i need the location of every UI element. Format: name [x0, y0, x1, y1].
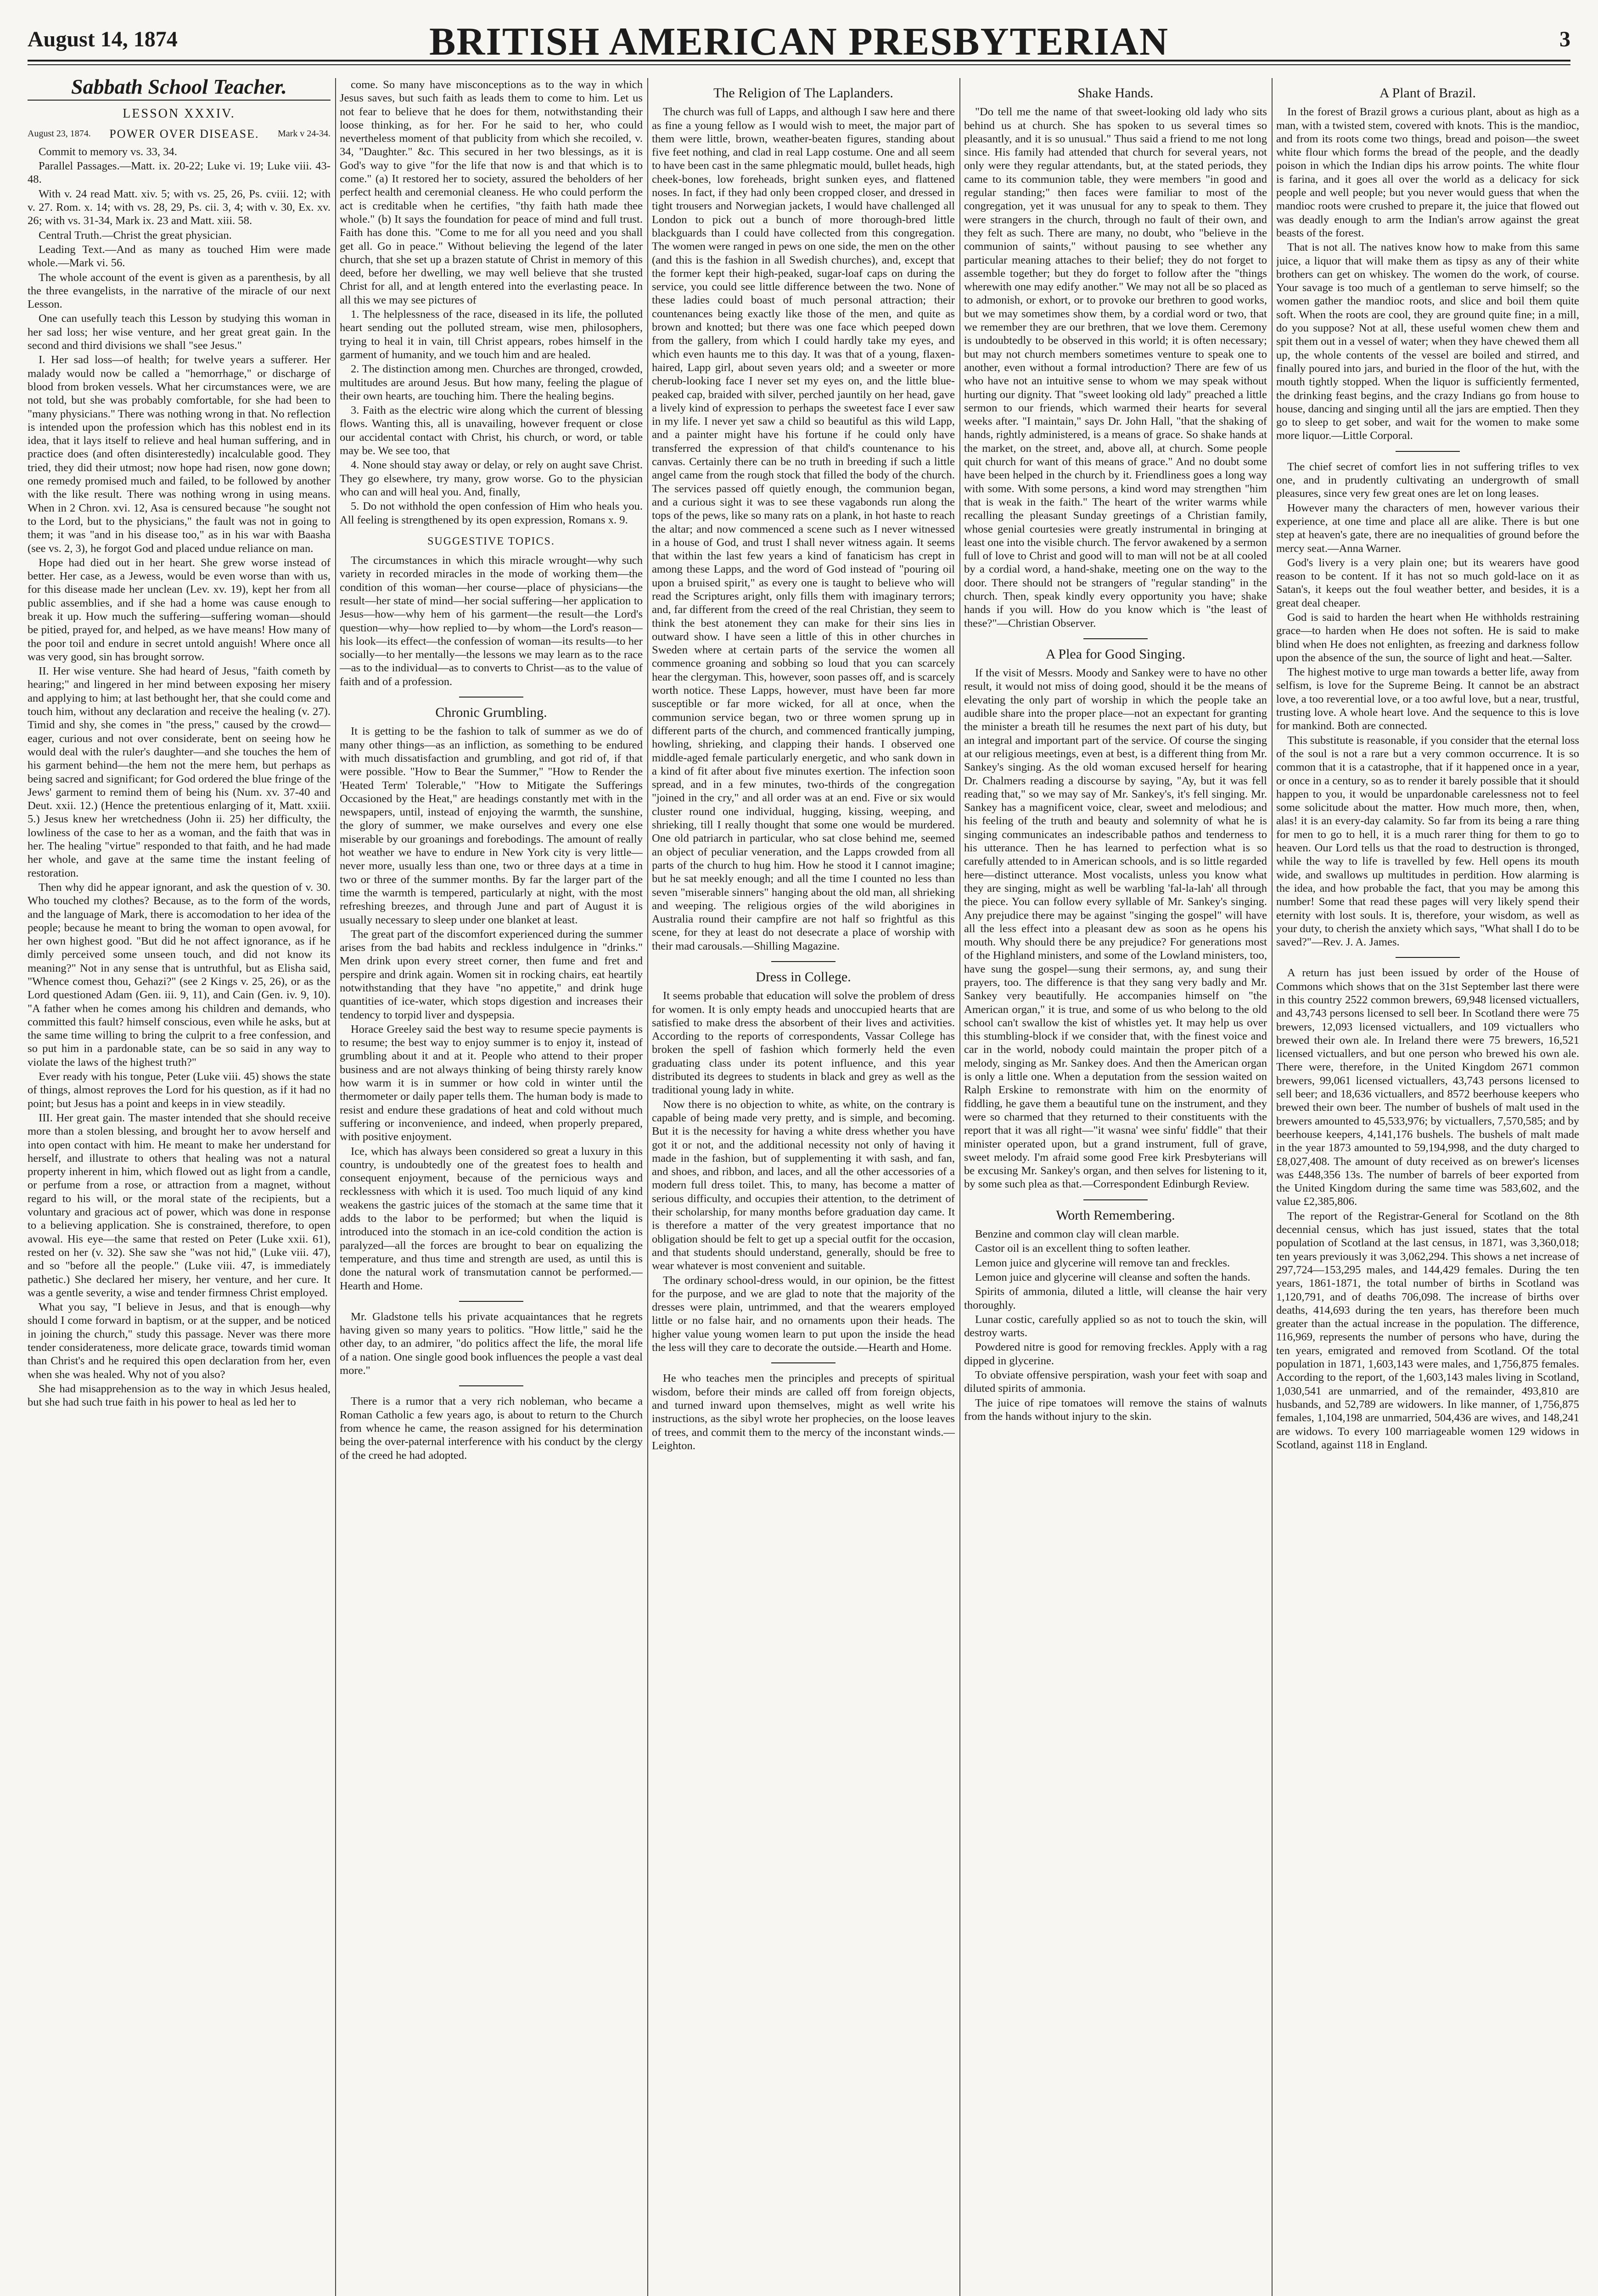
paragraph: Horace Greeley said the best way to resume specie payments is to resume; the best way to enjoy summer is to enjoy it, instead of grumbling about it and at it. People who attend to their proper business and are not always thinking of being thirsty rarely know how warm it is in summer or how cold in winter until the thermometer or daily paper tells them. The human body is made to resist and endure these gradations of heat and cold without much suffering or inconvenience, and indeed, when properly prepared, with positive enjoyment.: [340, 1023, 643, 1143]
paragraph: Now there is no objection to white, as white, on the contrary is capable of being made very pretty, and is simple, and becoming. But it is the necessity for having a white dress whether you have got it or not, and the additional necessity not only of having it made in the fashion, but of supplementing it with sash, and fan, and shoes, and ribbon, and laces, and all the other accessories of a modern full dress toilet. This, to many, has become a matter of serious difficulty, and occupies their attention, to the detriment of their scholarship, for many months before graduation day came. It is therefore a matter of the very greatest importance that no obligation should be felt to get up a special outfit for the occasion, and that students should understand, generally, should be free to wear whatever is most convenient and suitable.: [652, 1098, 955, 1272]
newspaper-title: BRITISH AMERICAN PRESBYTERIAN: [429, 19, 1169, 63]
paragraph: Benzine and common clay will clean marble.: [975, 1228, 1179, 1241]
rule: [771, 1362, 835, 1363]
rule: [1396, 957, 1460, 958]
paragraph: Ever ready with his tongue, Peter (Luke viii. 45) shows the state of things, almost reproves the Lord for his question, as if it had no point; but Jesus has a point and keeps in in view steadily.: [28, 1070, 331, 1110]
paragraph: 5. Do not withhold the open confession of Him who heals you. All feeling is strengthened by its open expression, Romans x. 9.: [340, 500, 643, 526]
paragraph: Mr. Gladstone tells his private acquaintances that he regrets having given so many years to politics. "How little," said he the other day, to an admirer, "do politics affect the life, the moral life of a nation. One single good book influences the people a vast deal more.": [340, 1310, 643, 1377]
paragraph: However many the characters of men, however various their experience, at one time and place all are alike. There is but one step at heaven's gate, there are no inequalities of ground before the mercy seat.—Anna Warner.: [1276, 501, 1579, 555]
column-4: [964, 78, 1267, 2296]
paragraph: Powdered nitre is good for removing freckles. Apply with a rag dipped in glycerine.: [964, 1341, 1267, 1367]
paragraph: One can usefully teach this Lesson by studying this woman in her sad loss; her wise venture, and her great great gain. In the second and third divisions we shall "see Jesus.": [28, 312, 331, 352]
paragraph: The church was full of Lapps, and although I saw here and there as fine a young fellow as I would wish to meet, the major part of them were little, brown, weather-beaten figures, standing about five feet nothing, and clad in real Lapp costume. One and all seem to have been cast in the same phlegmatic mould, bullet heads, high cheek-bones, low foreheads, bright sunken eyes, and flattened noses. In fact, if they had only been cropped closer, and dressed in tight trousers and Norwegian jackets, I would have challenged all London to pick out a bunch of more thorough-bred little blackguards than I could have collected from this congregation. The women were ranged in pews on one side, the men on the other (and this is the fashion in all Swedish churches), and, except that the former kept their high-peaked, sugar-loaf caps on during the service, you could see little difference between the two. None of these ladies could boast of much personal attraction; their countenances being exactly like those of the men, and quite as brown and knotted; but there was one face which peeped down from the gallery, from which I could hardly take my eyes, and which even haunts me to this day. It was that of a young, flaxen-haired, Lapp girl, about seven years old; and a sweeter or more cherub-looking face I never set my eyes on, and the little blue-peaked cap, braided with silver, perched jauntily on her head, gave a lively kind of expression to perhaps the sweetest face I ever saw in my life. I never yet saw a child so beautiful as this wild Lapp, and a painter might have his fortune if he could only have transferred the expression of that child's countenance to his canvas. Certainly there can be no truth in breeding if such a little angel came from the rough stock that filled the body of the church. The services passed off quietly enough, the communion began, and a curious sight it was to see these vagabonds run along the tops of the pews, like so many rats on a plank, in hot haste to reach the altar; and now commenced a scene such as I never witnessed in a house of God, and trust I shall never witness again. It seems that within the last few years a kind of fanaticism has crept in among these Lapps, and the word of God instead of "pouring oil upon a bruised spirit," as every one is taught to believe who will read the Scriptures aright, only fills them with imaginary terrors; and, far different from the creed of the real Christian, they seem to think the best atonement they can make for their sins lies in outward show. I have seen a little of this in other churches in Sweden where at certain parts of the service the women all commence groaning and sobbing so loud that you can scarcely hear the clergyman. This, however, soon passes off, and is scarcely worth notice. These Lapps, however, must have been far more susceptible or far more wicked, for all at once, when the communion service began, two or three women sprung up in different parts of the church, and commenced frantically jumping, howling, shrieking, and clapping their hands. I observed one middle-aged female particularly energetic, and who sank down in a kind of fit after about five minutes exertion. The infection soon spread, and in a few minutes, two-thirds of the congregation "joined in the cry," and all order was at an end. Five or six would cluster round one individual, hugging, kissing, weeping, and shrieking, till I really thought that some one would be murdered. One old patriarch in particular, who sat close behind me, seemed an object of peculiar veneration, and the Lapps crowded from all parts of the church to hug him. How he stood it I cannot imagine; but he sat meekly enough; and all the time I counted no less than seven "miserable sinners" hanging about the old man, all shrieking and weeping. The religious orgies of the wild aborigines in Australia round their campfire are not half so frightful as this scene, for they at least do not desecrate a place of worship with their mad carousals.—Shilling Magazine.: [652, 106, 955, 952]
paragraph: 3. Faith as the electric wire along which the current of blessing flows. Wanting this, all is unavailing, however frequent or close our accidental contact with Christ, his church, or word, or table may be. We see too, that: [340, 404, 643, 457]
paragraph: Parallel Passages.—Matt. ix. 20-22; Luke vi. 19; Luke viii. 43-48.: [28, 160, 331, 186]
rule: [1083, 638, 1148, 639]
article-title: Shake Hands.: [1077, 85, 1154, 101]
lesson-header: [28, 127, 331, 141]
paragraph: The ordinary school-dress would, in our opinion, be the fittest for the purpose, and we are glad to note that the majority of the dresses were plain, untrimmed, and that the wearers employed little or no false hair, and no ornaments upon their heads. The higher value young women learn to put upon the inside the head the less will they care to decorate the outside.—Hearth and Home.: [652, 1274, 955, 1354]
paragraph: Lunar costic, carefully applied so as not to touch the skin, will destroy warts.: [964, 1313, 1267, 1339]
paragraph: It seems probable that education will solve the problem of dress for women. It is only empty heads and unoccupied hearts that are satisfied to make dress the absorbent of their lives and activities. According to the reports of correspondents, Vassar College has broken the spell of fashion which formerly held the even graduating class under its potent influence, and this year distributed its degrees to students in black and grey as well as the traditional young lady in white.: [652, 990, 955, 1097]
article-title: A Plant of Brazil.: [1379, 85, 1476, 101]
issue-date: August 14, 1874: [28, 27, 178, 51]
paragraph: The chief secret of comfort lies in not suffering trifles to vex one, and in prudently cultivating an undergrowth of small pleasures, since very few great ones are let on long leases.: [1276, 460, 1579, 500]
column-1: [28, 78, 331, 2296]
rule: [459, 697, 523, 698]
paragraph: What you say, "I believe in Jesus, and that is enough—why should I come forward in baptism, or at the supper, and be noticed in joining the church," study this passage. Never was there more tender considerateness, more delicate grace, towards timid woman than Christ's and he required this open declaration from her, even when she was healed. Why not of you also?: [28, 1301, 331, 1381]
rule: [459, 1385, 523, 1386]
paragraph: It is getting to be the fashion to talk of summer as we do of many other things—as an infliction, as something to be endured with much dissatisfaction and grumbling, and got rid of, if that were possible. "How to Bear the Summer," "How to Render the 'Heated Term' Tolerable," "How to Mitigate the Sufferings Occasioned by the Heat," are headings constantly met with in the newspapers, until, instead of enjoying the warmth, the sunshine, the glory of summer, we make ourselves and every one else miserable by our groanings and forebodings. The amount of really hot weather we have to endure in New York city is very little—never more, usually less than one, two or three days at a time in two or three of the summer months. By far the larger part of the time the warmth is tempered, particularly at night, with the most refreshing breezes, and through June and part of August it is usually necessary to sleep under one blanket at least.: [340, 725, 643, 926]
article-title: Worth Remembering.: [1056, 1207, 1175, 1223]
paragraph: Leading Text.—And as many as touched Him were made whole.—Mark vi. 56.: [28, 243, 331, 270]
paragraph: The great part of the discomfort experienced during the summer arises from the bad habits and reckless indulgence in "drinks." Men drink upon every street corner, then fume and fret and perspire and drink again. Women sit in rocking chairs, eat heartily notwithstanding that they have "no appetite," and drink huge quantities of ice-water, which stops digestion and increases their tendency to torpid liver and dyspepsia.: [340, 928, 643, 1021]
paragraph: Central Truth.—Christ the great physician.: [39, 229, 232, 242]
paragraph: A return has just been issued by order of the House of Commons which shows that on the 31st September last there were in this country 2522 common brewers, 69,948 licensed victuallers, and 43,743 persons licensed to sell beer. In Scotland there were 75 brewers, 12,093 licensed victuallers, and 109 victuallers who brewed their own ale. In Ireland there were 75 brewers, 16,521 licensed victuallers, and but one person who brewed his own ale. There were, therefore, in the United Kingdom 2671 common brewers, 99,061 licensed victuallers, 43,743 persons licensed to sell beer; and 18,636 victuallers, and 8572 beerhouse keepers who brewed their own beer. The number of bushels of malt used in the brewers amounted to 45,533,976; by victuallers, 7,570,585; and by beerhouse keepers, 4,141,176 bushels. The bushels of malt made in the year 1873 amounted to 59,194,998, and the duty charged to £8,027,408. The amount of duty received as on brewer's licenses was £448,356 13s. The number of barrels of beer exported from the United Kingdom during the same time was 583,602, and the value £2,385,806.: [1276, 967, 1579, 1208]
paragraph: Ice, which has always been considered so great a luxury in this country, is undoubtedly one of the greatest foes to health and consequent enjoyment, because of the pernicious ways and recklessness with which it is used. Too much liquid of any kind weakens the gastric juices of the stomach at the same time that it adds to the labor to be performed; but when the liquid is introduced into the stomach in an ice-cold condition the action is paralyzed—all the forces are brought to bear on equalizing the temperature, and thus time and strength are used, as until this is done the natural work of transmutation cannot be performed.—Hearth and Home.: [340, 1145, 643, 1292]
column-divider: [335, 78, 336, 2296]
paragraph: Lemon juice and glycerine will cleanse and soften the hands.: [975, 1271, 1250, 1283]
paragraph: The circumstances in which this miracle wrought—why such variety in recorded miracles in the mode of working them—the condition of this woman—her course—place of physicians—the result—her state of mind—her social suffering—her application to Jesus—how—why hem of his garment—the result—the Lord's question—why—how replied to—by whom—the Lord's reason—his look—its effect—the confession of woman—its results—to her socially—to her mentally—the lessons we may learn as to the race—as to the individual—as to converts to Christ—as to the value of faith and of a profession.: [340, 554, 643, 688]
paragraph: If the visit of Messrs. Moody and Sankey were to have no other result, it would not miss of doing good, should it be the means of elevating the only part of worship in which the people take an audible share into the proper place—not an expectant for granting the minister a breath till he resumes the next part of his duty, but an integral and important part of the service. Of course the singing at our religious meetings, even at best, is a different thing from Mr. Sankey's singing. As the old woman excused herself for hearing Dr. Chalmers reading a discourse by saying, "Ay, but it was fell reading that," so we may say of Mr. Sankey's, it's fell singing. Mr. Sankey has a magnificent voice, clear, sweet and melodious; and his feeling of the truth and beauty and solemnity of what he is singing communicates an indescribable pathos and tenderness to his utterance. Then he has learned to perfection what is so carefully attended to in American schools, and is so little regarded here—distinct utterance. Most vocalists, unless you know what they are singing, might as well be warbling 'fal-la-lah' all through the piece. You can follow every syllable of Mr. Sankey's singing. Any prejudice there may be against "singing the gospel" will have all the less effect into a pleasant dew as soon as he opens his mouth. Why should there be any prejudice? For generations most of the Highland ministers, and some of the Lowland ministers, too, have sung the gospel—sung their sermons, ay, and sung their prayers, too. The difference is that they sang very badly and Mr. Sankey very beautifully. He accompanies himself on "the American organ," it is true, and some of us who belong to the old school can't swallow the kist of whistles yet. It may help us over this stumbling-block if we consider that, with the finest voice and car in the world, nobody could maintain the proper pitch of a melody, singing as Mr. Sankey does. And then the American organ is only a little one. When a deputation from the session waited on Ralph Erskine to remonstrate with him on the enormity of fiddling, he gave them a beautiful tune on the instrument, and they were so charmed that they returned to their constituents with the report that it was all right—"it wasna' wee sinfu' fiddle" that their minister operated upon, but a grand instrument, full of grave, sweet melody. I'm afraid some good Free kirk Presbyterians will be excusing Mr. Sankey's organ, and then selves for listening to it, by some such plea as that.—Correspondent Edinburgh Review.: [964, 667, 1267, 1191]
lesson-title: LESSON XXXIV.: [28, 100, 331, 120]
paragraph: God is said to harden the heart when He withholds restraining grace—to harden when He does not soften. He is said to make blind when He does not enlighten, as freezing and darkness follow upon the absence of the sun, the source of light and heat.—Salter.: [1276, 611, 1579, 664]
paragraph: Lemon juice and glycerine will remove tan and freckles.: [975, 1256, 1230, 1269]
column-2: [340, 78, 643, 2296]
paragraph: Then why did he appear ignorant, and ask the question of v. 30. Who touched my clothes? Because, as to the form of the words, and the language of Mark, there is accomodation to her idea of the people; because he meant to bring the woman to open avowal, for her own highest good. "But did he not affect ignorance, as if he dimly perceived some unseen touch, and did not know its meaning?" Not in any sense that is untruthful, but as Elisha said, "Whence comest thou, Gehazi?" (see 2 Kings v. 25, 26), or as the Lord questioned Adam (Gen. iii. 9, 11), and Cain (Gen. iv. 9, 10). "A father when he comes among his children and demands, who committed this fault? himself conscious, even while he asks, but at the same time willing to bring the culprit to a free confession, and so put him in a pardonable state, can be so said in any way to violate the laws of the highest truth?": [28, 881, 331, 1069]
paragraph: Hope had died out in her heart. She grew worse instead of better. Her case, as a Jewess, would be even worse than with us, for this disease made her unclean (Lev. xv. 19), kept her from all public assemblies, and if she had a home was cause enough to break it up. How much the suffering—suffering woman—should be pitied, prayed for, and helped, as we have means! How many of the poor toil and endure in secret untold anguish! Where once all was very good, sin has brought sorrow.: [28, 556, 331, 663]
paragraph: 2. The distinction among men. Churches are thronged, crowded, multitudes are around Jesus. But how many, feeling the plague of their own hearts, are touching him. There the healing begins.: [340, 363, 643, 402]
paragraph: In the forest of Brazil grows a curious plant, about as high as a man, with a twisted stem, covered with knots. This is the mandioc, and from its roots come two things, bread and poison—the sweet white flour which forms the bread of the people, and the deadly poison in which the Indian dips his arrow points. The white flour is farina, and it goes all over the world as a delicacy for sick people and well people; but you never would guess that when the mandioc roots were crushed to prepare it, the juice that flowed out was deadly enough to arm the Indian's arrow against the great beasts of the forest.: [1276, 106, 1579, 239]
paragraph: There is a rumor that a very rich nobleman, who became a Roman Catholic a few years ago, is about to return to the Church from whence he came, the reason assigned for his determination being the over-paternal interference with his conduct by the clergy of the creed he had adopted.: [340, 1395, 643, 1462]
rule: [1396, 451, 1460, 452]
paragraph: Spirits of ammonia, diluted a little, will cleanse the hair very thoroughly.: [964, 1285, 1267, 1311]
paragraph: 1. The helplessness of the race, diseased in its life, the polluted heart sending out the polluted stream, wise men, philosophers, trying to heal it in vain, till Christ appears, robes himself in the garment of humanity, and we touch him and are healed.: [340, 308, 643, 361]
rule: [1083, 1199, 1148, 1200]
column-divider: [647, 78, 648, 2296]
column-divider: [1272, 78, 1273, 2296]
paragraph: With v. 24 read Matt. xiv. 5; with vs. 25, 26, Ps. cviii. 12; with v. 27. Rom. x. 14; with vs. 28, 29, Ps. cii. 3, 4; with v. 30, Ex. xv. 26; with vs. 31-34, Mark ix. 23 and Matt. xiii. 58.: [28, 187, 331, 227]
paragraph: The highest motive to urge man towards a better life, away from selfism, is love for the Supreme Being. It cannot be an abstract love, a too reverential love, or a too awful love, but a near, trustful, trusting love. A whole heart love. And the sequence to this is love for mankind. Both are connected.: [1276, 666, 1579, 732]
paragraph: She had misapprehension as to the way in which Jesus healed, but she had such true faith in his power to heal as led her to: [28, 1382, 331, 1409]
column-divider: [959, 78, 960, 2296]
rule: [771, 961, 835, 962]
masthead-rule: [28, 64, 1570, 65]
lesson-reference: Mark v 24-34.: [278, 129, 331, 139]
column-5: [1276, 78, 1579, 2296]
paragraph: come. So many have misconceptions as to the way in which Jesus saves, but such faith as leads them to come to him. Let us not fear to believe that he does for them, notwithstanding their loose thinking, as for her. For he said to her, who could nevertheless moment of that publicity from which she recoiled, v. 34, "Daughter." &c. This secured in her two blessings, as it is God's way to give "for the life that now is and that which is to come." (a) It restored her to society, assured the beholders of her perfect health and ceremonial cleaness. He who could perform the act is creditable when he certifies, "thy faith hath made thee whole." (b) It says the foundation for peace of mind and full trust. Faith has done this. "Come to me for all you need and you shall get all. Go in peace." Without believing the legend of the later church, that she set up a brazen statute of Christ in memory of this deed, before her dwelling, we may well believe that she trusted Christ for all, and at length entered into the everlasting peace. In all this we may see pictures of: [340, 79, 643, 306]
lesson-date: August 23, 1874.: [28, 129, 91, 139]
article-title: Dress in College.: [756, 969, 851, 985]
page-number: 3: [1559, 27, 1570, 51]
article-title: The Religion of The Laplanders.: [713, 85, 893, 101]
paragraph: The juice of ripe tomatoes will remove the stains of walnuts from the hands without injury to the skin.: [964, 1396, 1267, 1423]
paragraph: 4. None should stay away or delay, or rely on aught save Christ. They go elsewhere, try many, grow worse. Go to the physician who can and will heal you. And, finally,: [340, 459, 643, 498]
paragraph: III. Her great gain. The master intended that she should receive more than a stolen blessing, and brought her to avow herself and into open contact with him. He meant to make her understand for herself, and illustrate to others that healing was not a natural property inherent in him, which flowed out as light from a candle, or perfume from a rose, or attraction from a magnet, without regard to his will, or the moral state of the recipients, but a voluntary and gracious act of power, which was done in response to a believing application. She is constrained, therefore, to open avowal. His eye—the same that rested on Peter (Luke xxii. 61), rested on her (v. 32). She saw she "was not hid," (Luke viii. 47), and so "before all the people." (Luke viii. 47, is immediately pathetic.) She declared her misery, her venture, and her cure. It was a gentle severity, a wise and tender firmness Christ employed.: [28, 1111, 331, 1299]
paragraph: I. Her sad loss—of health; for twelve years a sufferer. Her malady would now be called a "hemorrhage," or discharge of blood from broken vessels. What her circumstances were, we are not told, but she was probably comfortable, for she had been to "many physicians." There was nothing wrong in that. No reflection is intended upon the profession which has this noblest end in its idea, that it lays itself to relieve and heal human suffering, and in practice does (and often disinterestedly) incalculable good. They tried, they did their utmost; now hope had risen, now gone down; one remedy promised much and failed, to be followed by another with the like result. There was nothing wrong in using means. When in 2 Chron. xvi. 12, Asa is censured because "he sought not to the Lord, but to the physicians," the fault was not in going to them; it was "and in his disease too," as in his war with Baasha (see vs. 2, 3), he forgot God and placed undue reliance on man.: [28, 354, 331, 555]
paragraph: Castor oil is an excellent thing to soften leather.: [975, 1242, 1191, 1255]
article-title: Chronic Grumbling.: [435, 705, 547, 720]
paragraph: Commit to memory vs. 33, 34.: [39, 145, 177, 158]
rule: [459, 1301, 523, 1302]
paragraph: The report of the Registrar-General for Scotland on the 8th decennial census, which has just issued, states that the total population of Scotland at the last census, in 1871, was 3,360,018; ten years previously it was 3,062,294. This shows a net increase of 297,724—153,295 males, and 144,429 females. During the ten years, 1861-1871, the total number of births in Scotland was 1,120,791, and of deaths 706,098. The increase of births over deaths, 414,693 during the ten years, has therefore been much greater than the actual increase in the population. The difference, 116,969, represents the number of persons who have, during the ten years, emigrated and removed from Scotland. Of the total population in 1871, 1,603,143 were males, and 1,756,875 females. According to the report, of the 1,603,143 males living in Scotland, 1,030,541 are unmarried, and of the remainder, 493,810 are husbands, and 52,789 are widowers. In like manner, of 1,756,875 females, 1,104,198 are unmarried, 504,436 are wives, and 148,241 are widows. To every 100 marriageable women 129 widows in Scotland, against 118 in England.: [1276, 1210, 1579, 1451]
paragraph: God's livery is a very plain one; but its wearers have good reason to be content. If it has not so much gold-lace on it as Satan's, it keeps out the foul weather better, and besides, it is a great deal cheaper.: [1276, 556, 1579, 609]
paragraph: That is not all. The natives know how to make from this same juice, a liquor that will make them as tipsy as any of their white brothers can get on whiskey. The women do the work, of course. Your savage is too much of a gentleman to serve himself; so the women gather the mandioc roots, and slice and boil them quite soft. When the roots are cool, they are ground quite fine; in a mill, do you suppose? Not at all, these useful women chew them and spit them out in a vessel of water; when they have chewed them all up, the whole contents of the vessel are boiled and stirred, and finally poured into jars, and buried in the floor of the hut, with the mouth tightly stopped. When the liquor is sufficiently fermented, the drinking feast begins, and the crazy Indians go from house to house, dancing and singing until all the jars are emptied. Then they go to sleep to get sober, and wait for the women to make some more liquor.—Little Corporal.: [1276, 241, 1579, 442]
paragraph: To obviate offensive perspiration, wash your feet with soap and diluted spirits of ammonia.: [964, 1369, 1267, 1395]
paragraph: The whole account of the event is given as a parenthesis, by all the three evangelists, in the narrative of the miracle of our next Lesson.: [28, 271, 331, 311]
article-title: A Plea for Good Singing.: [1045, 646, 1186, 662]
paragraph: He who teaches men the principles and precepts of spiritual wisdom, before their minds are called off from foreign objects, and turned inward upon themselves, might as well write his instructions, as the sibyl wrote her prophecies, on the loose leaves of trees, and commit them to the mercy of the inconstant winds.—Leighton.: [652, 1372, 955, 1452]
section-title: Sabbath School Teacher.: [71, 78, 287, 98]
paragraph: II. Her wise venture. She had heard of Jesus, "faith cometh by hearing;" and lingered in her mind between exposing her misery and applying to him; at last bethought her, that she could come and touch him, without any declaration and receive the healing (v. 27). Timid and shy, she comes in "the press," caused by the crowd—eager, curious and not over considerate, bent on seeing how he would deal with the ruler's daughter—and she touches the hem of his garment behind—the hem not the mere hem, but perhaps as being sacred and significant; for God ordered the blue fringe of the Jews' garment to remind them of being his (Num. xv. 37-40 and Deut. xxii. 12.) (Hence the pretentious enlarging of it, Matt. xxiii. 5.) Jesus knew her wretchedness (John ii. 25) her difficulty, the lowliness of the case to her as a woman, and the faith that was in her. The healing "virtue" responded to that faith, and he had made her whole, and gave at the same time the instant feeling of restoration.: [28, 665, 331, 879]
paragraph: This substitute is reasonable, if you consider that the eternal loss of the soul is not a rare but a very common occurrence. It is so common that it is a catastrophe, that if it happened once in a year, or once in a century, so as to render it barely possible that it should happen to you, it would be unpardonable carelessness not to feel some solicitude about the matter. How much more, then, when, alas! it is an every-day calamity. So far from its being a rare thing for men to go to hell, it is a much rarer thing for them to go to heaven. Our Lord tells us that the road to destruction is thronged, while the way to life is travelled by few. Hell opens its mouth wide, and swallows up multitudes in perdition. How alarming is the idea, and how probable the fact, that you may be among this number! Some that read these pages will very likely spend their eternity with lost souls. It is, therefore, your wisdom, as well as your duty, to cherish the anxiety which says, "What shall I do to be saved?"—Rev. J. A. James.: [1276, 734, 1579, 949]
masthead: [28, 18, 1570, 62]
lesson-topic: POWER OVER DISEASE.: [109, 127, 259, 141]
column-3: [652, 78, 955, 2296]
paragraph: "Do tell me the name of that sweet-looking old lady who sits behind us at church. She has spoken to us several times so pleasantly, and it is so unusual." Thus said a friend to me not long since. His family had attended that church for several years, not only were they regular attendants, but, at the stated periods, they came to its communion table, they were members "in good and regular standing;" then faces were familiar to most of the congregation, yet it was unusual for any to speak to them. They were strangers in the church, through no fault of their own, and they felt as such. There are many, no doubt, who "believe in the communion of saints," without pausing to see whether any particular meaning attaches to their belief; they do not forget to assemble together; but they do forget to follow after the "things wherewith one may edify another." We may not all be so placed as to admonish, or exhort, or to provoke our brethren to good works, but we may sometimes show them, by a cordial word or two, that we remember they are our brethren, that we love them. Ceremony is undoubtedly to be observed in this world; it is often necessary; but may not church members sometimes venture to speak one to another, even without a formal introduction? There are few of us who have not an intuitive sense to whom we may speak without hurting our dignity. That "sweet looking old lady" preached a little sermon to our friends, which warmed their hearts for several weeks after. "I maintain," says Dr. John Hall, "that the shaking of hands, rightly administered, is a means of grace. So shake hands at the market, on the street, and, above all, at church. Some people quit church for want of this means of grace." And no doubt some have been helped in the church by it. Friendliness goes a long way with some. With some persons, a kind word may strengthen "him that is weak in the faith." The heart of the writer warms while recalling the pleasant Sunday greetings of a Christian family, whose genial courtesies were greatly instrumental in bringing at least one into the visible church. The fervor awakened by a sermon full of love to Christ and good will to man will not be at all cooled by a cordial word, a hand-shake, meeting one on the way to the door. There should not be strangers of "regular standing" in the church. Then, speak kindly every opportunity you have; shake hands if you will. How do you know which is "the least of these?"—Christian Observer.: [964, 106, 1267, 630]
suggestive-topics-heading: SUGGESTIVE TOPICS.: [427, 535, 555, 547]
